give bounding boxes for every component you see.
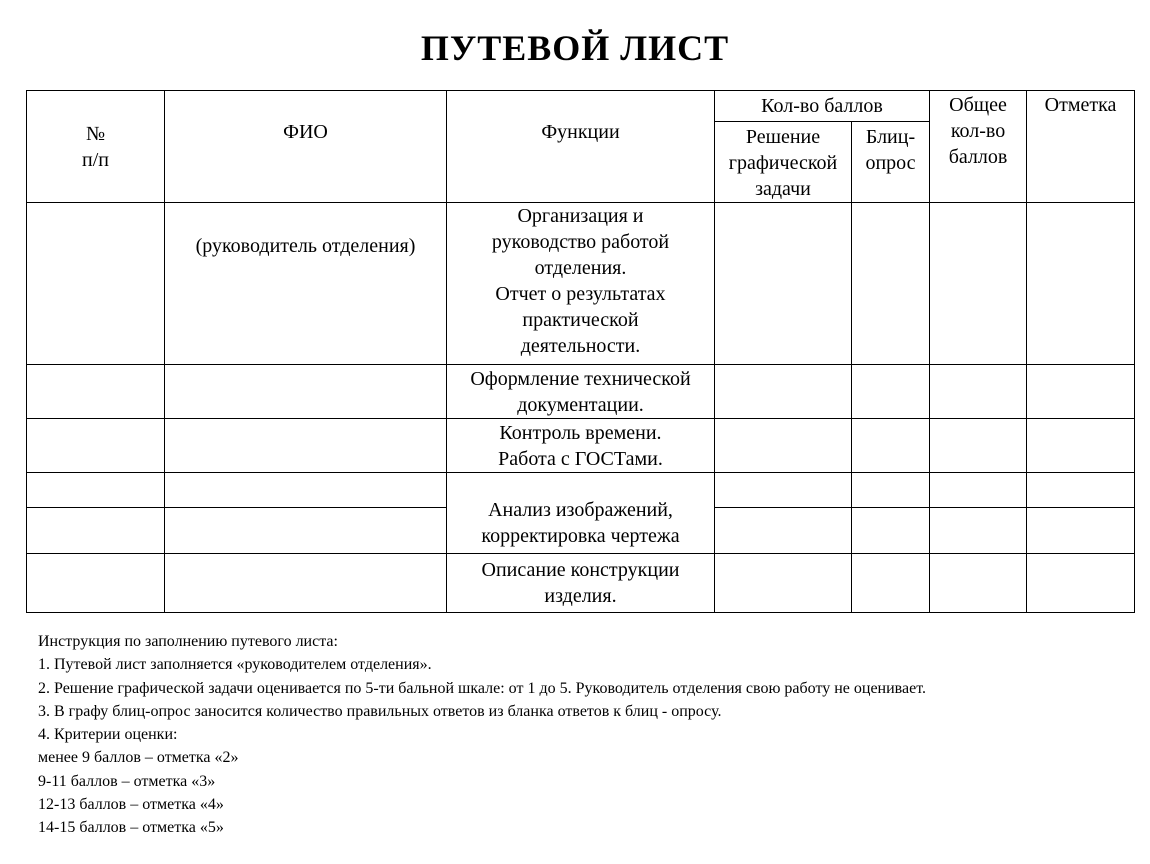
cell-fio[interactable]: (руководитель отделения) xyxy=(165,203,447,365)
criteria-item: 12-13 баллов – отметка «4» xyxy=(38,796,224,814)
table-row xyxy=(27,554,1135,613)
instruction-item: 1. Путевой лист заполняется «руководителем отделения». xyxy=(38,656,432,674)
cell-fio[interactable] xyxy=(165,508,447,554)
table-row xyxy=(27,419,1135,473)
cell-graphic-task[interactable] xyxy=(715,508,852,554)
header-number: № п/п xyxy=(27,91,165,203)
cell-number[interactable] xyxy=(27,203,165,365)
cell-graphic-task[interactable] xyxy=(715,473,852,508)
header-graphic-task: Решение графической задачи xyxy=(715,122,852,203)
cell-total[interactable] xyxy=(930,473,1027,508)
header-blitz: Блиц- опрос xyxy=(852,122,930,203)
cell-total[interactable] xyxy=(930,365,1027,419)
instruction-item: 2. Решение графической задачи оценивается по 5-ти бальной шкале: от 1 до 5. Руководитель отделения свою работу не оценивает. xyxy=(38,679,927,697)
cell-blitz[interactable] xyxy=(852,203,930,365)
cell-total[interactable] xyxy=(930,554,1027,613)
cell-function: Оформление технической документации. xyxy=(447,365,715,419)
header-functions: Функции xyxy=(447,91,715,203)
instructions-heading: Инструкция по заполнению путевого листа: xyxy=(38,633,338,650)
cell-total[interactable] xyxy=(930,419,1027,473)
header-fio: ФИО xyxy=(165,91,447,203)
cell-blitz[interactable] xyxy=(852,365,930,419)
document-title: ПУТЕВОЙ ЛИСТ xyxy=(420,28,730,68)
cell-blitz[interactable] xyxy=(852,473,930,508)
cell-mark[interactable] xyxy=(1027,365,1135,419)
cell-number[interactable] xyxy=(27,473,165,508)
cell-blitz[interactable] xyxy=(852,554,930,613)
cell-function: Анализ изображений, корректировка чертежа xyxy=(447,473,715,554)
cell-total[interactable] xyxy=(930,203,1027,365)
table-row xyxy=(27,203,1135,365)
criteria-item: 14-15 баллов – отметка «5» xyxy=(38,819,224,837)
cell-fio[interactable] xyxy=(165,365,447,419)
header-points-group: Кол-во баллов xyxy=(715,91,930,122)
cell-graphic-task[interactable] xyxy=(715,203,852,365)
instruction-item: 4. Критерии оценки: xyxy=(38,726,178,744)
cell-number[interactable] xyxy=(27,508,165,554)
cell-fio[interactable] xyxy=(165,419,447,473)
cell-mark[interactable] xyxy=(1027,554,1135,613)
cell-function: Организация и руководство работой отделения. Отчет о результатах практической деятельности. xyxy=(447,203,715,365)
criteria-item: 9-11 баллов – отметка «3» xyxy=(38,772,216,790)
header-mark: Отметка xyxy=(1027,91,1135,203)
cell-number[interactable] xyxy=(27,554,165,613)
cell-fio[interactable] xyxy=(165,473,447,508)
cell-number[interactable] xyxy=(27,365,165,419)
table-row xyxy=(27,365,1135,419)
criteria-item: менее 9 баллов – отметка «2» xyxy=(38,749,239,767)
cell-mark[interactable] xyxy=(1027,508,1135,554)
instructions-block xyxy=(38,630,1138,840)
cell-mark[interactable] xyxy=(1027,203,1135,365)
cell-graphic-task[interactable] xyxy=(715,419,852,473)
cell-blitz[interactable] xyxy=(852,419,930,473)
route-sheet-table xyxy=(26,90,1135,613)
cell-mark[interactable] xyxy=(1027,419,1135,473)
cell-total[interactable] xyxy=(930,508,1027,554)
cell-function: Описание конструкции изделия. xyxy=(447,554,715,613)
cell-function: Контроль времени. Работа с ГОСТами. xyxy=(447,419,715,473)
cell-graphic-task[interactable] xyxy=(715,365,852,419)
cell-number[interactable] xyxy=(27,419,165,473)
header-total: Общее кол-во баллов xyxy=(930,91,1027,203)
cell-blitz[interactable] xyxy=(852,508,930,554)
instruction-item: 3. В графу блиц-опрос заносится количество правильных ответов из бланка ответов к блиц - опросу. xyxy=(38,702,722,720)
table-row xyxy=(27,473,1135,508)
cell-graphic-task[interactable] xyxy=(715,554,852,613)
cell-fio[interactable] xyxy=(165,554,447,613)
cell-mark[interactable] xyxy=(1027,473,1135,508)
